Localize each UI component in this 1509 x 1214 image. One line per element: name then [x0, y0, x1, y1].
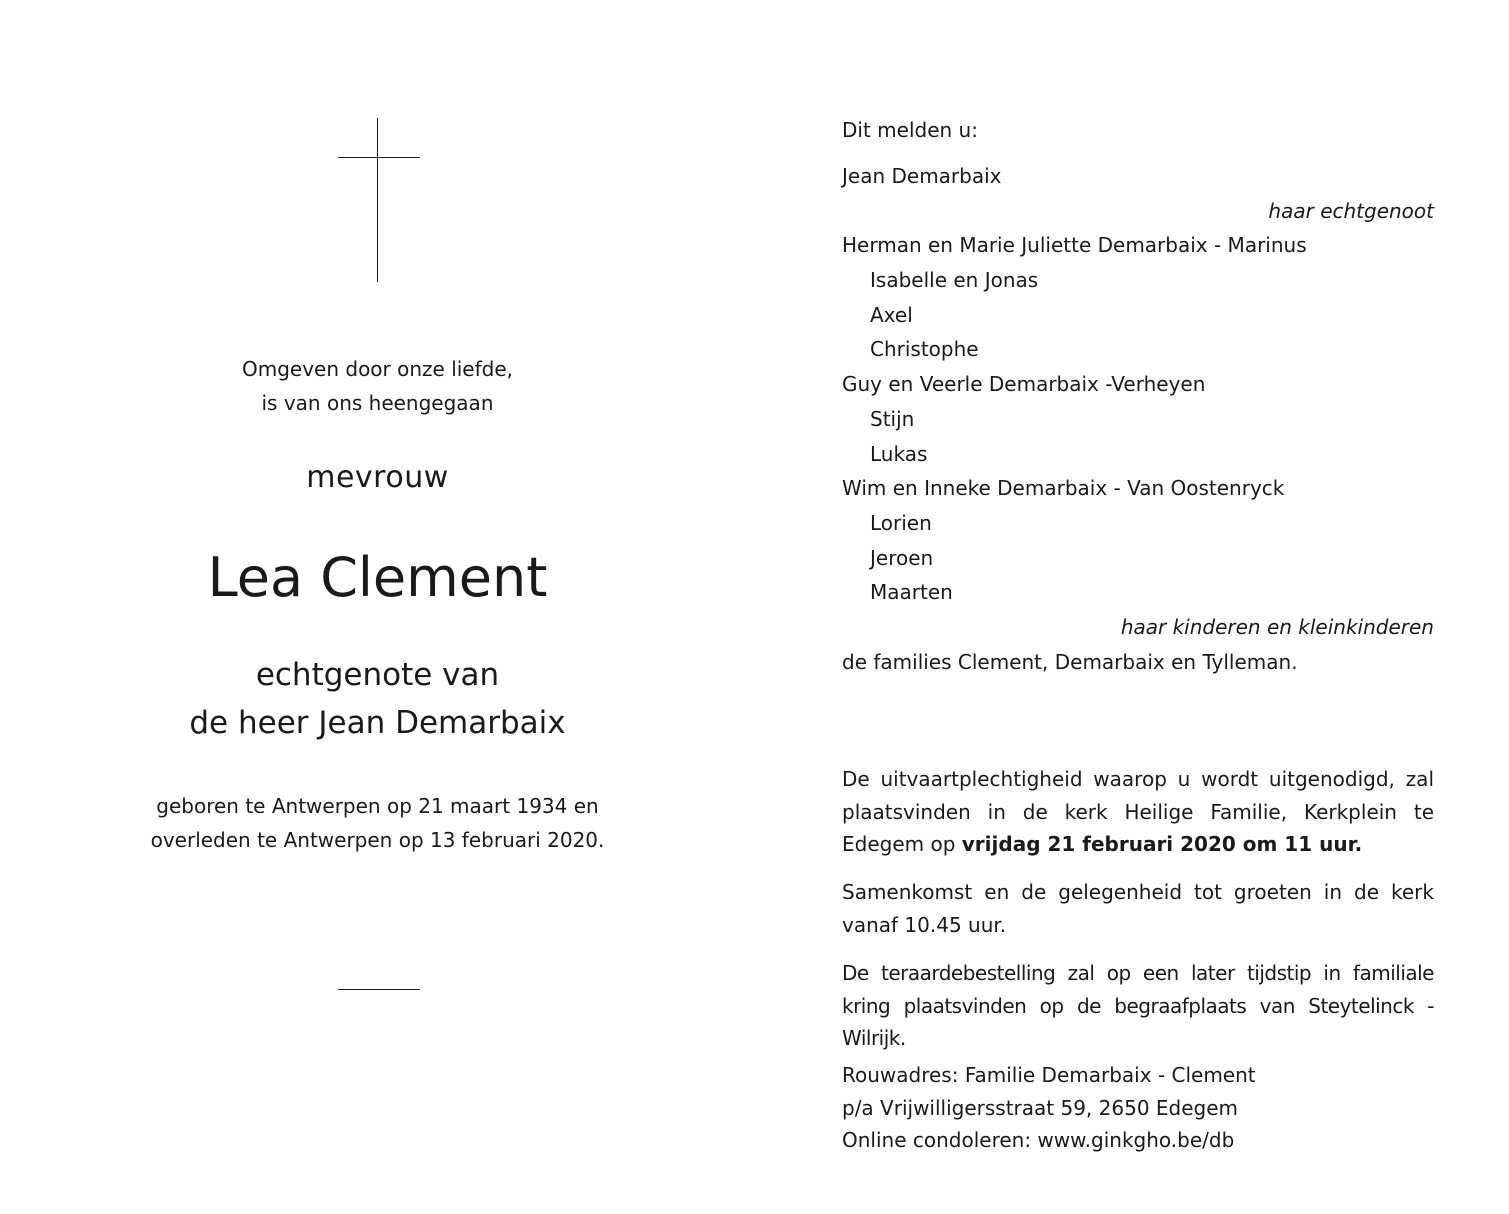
gathering-paragraph: Samenkomst en de gelegenheid tot groeten in de kerk vanaf 10.45 uur. — [842, 880, 1434, 937]
title-text: mevrouw — [306, 460, 449, 495]
intro-line: is van ons heengegaan — [261, 391, 494, 415]
spouse-line: de heer Jean Demarbaix — [189, 705, 566, 741]
burial-paragraph: De teraardebestelling zal op een later tijdstip in familiale kring plaatsvinden op de begraafplaats van Steytelinck - Wilrijk. — [842, 961, 1434, 1050]
deceased-name: Lea Clement — [207, 546, 548, 609]
relation-label: haar echtgenoot — [1268, 198, 1434, 223]
cross-icon-horizontal — [338, 157, 420, 158]
grandchild: Christophe — [870, 337, 979, 362]
life-dates — [100, 789, 655, 857]
grandchild: Maarten — [870, 580, 953, 605]
grandchild: Jeroen — [870, 545, 934, 570]
death-line: overleden te Antwerpen op 13 februari 2020. — [150, 828, 605, 852]
grandchild: Lorien — [870, 510, 932, 535]
condolence-link: Online condoleren: www.ginkgho.be/db — [842, 1128, 1235, 1152]
family-member: de families Clement, Demarbaix en Tylleman. — [842, 649, 1298, 674]
family-member: Jean Demarbaix — [842, 164, 1002, 188]
ceremony-text: De uitvaartplechtigheid waarop u wordt uitgenodigd, zal plaatsvinden in de kerk Heilige Familie, Kerkplein te Edegem op — [842, 767, 1434, 856]
family-member: Wim en Inneke Demarbaix - Van Oostenryck — [842, 476, 1285, 501]
contact-block — [842, 1059, 1434, 1157]
family-member: Guy en Veerle Demarbaix -Verheyen — [842, 372, 1206, 397]
grandchild: Isabelle en Jonas — [870, 268, 1039, 293]
spouse-text — [100, 651, 655, 747]
intro-text — [100, 352, 655, 420]
relation-label: haar kinderen en kleinkinderen — [1120, 614, 1434, 639]
announce-text: Dit melden u: — [842, 118, 978, 142]
grandchild: Lukas — [870, 441, 928, 466]
grandchild: Stijn — [870, 406, 915, 431]
spouse-line: echtgenote van — [255, 657, 500, 693]
closing-divider — [338, 989, 420, 990]
ceremony-date: vrijdag 21 februari 2020 om 11 uur. — [961, 832, 1363, 856]
contact-address-line: Rouwadres: Familie Demarbaix - Clement — [842, 1063, 1256, 1087]
contact-address-line: p/a Vrijwilligersstraat 59, 2650 Edegem — [842, 1095, 1239, 1120]
family-member: Herman en Marie Juliette Demarbaix - Marinus — [842, 233, 1307, 258]
cross-icon-vertical — [377, 118, 378, 282]
ceremony-paragraph — [842, 763, 1434, 861]
birth-line: geboren te Antwerpen op 21 maart 1934 en — [156, 794, 599, 818]
grandchild: Axel — [870, 302, 913, 327]
family-list — [842, 159, 1434, 679]
intro-line: Omgeven door onze liefde, — [241, 357, 514, 381]
